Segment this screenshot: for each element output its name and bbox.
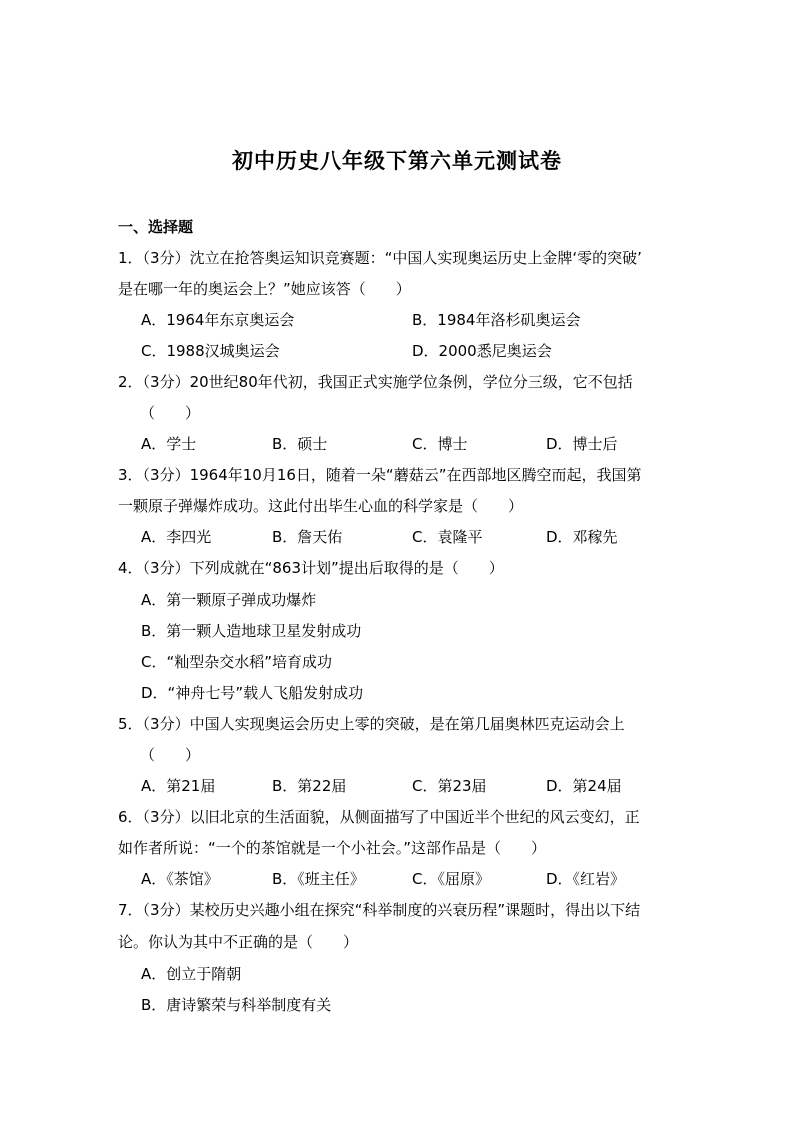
- question-1-line-2: 是在哪一年的奥运会上？”她应该答（ ）: [118, 280, 411, 298]
- section-heading: 一、选择题: [118, 218, 194, 236]
- question-4-option-d: D．“神舟七号”载人飞船发射成功: [141, 684, 364, 702]
- question-2-line-1: 2．（3分）20世纪80年代初，我国正式实施学位条例，学位分三级，它不包括: [118, 373, 633, 391]
- question-2-option-b: B．硕士: [272, 435, 328, 453]
- question-5-option-d: D．第24届: [546, 777, 622, 795]
- question-3-option-d: D．邓稼先: [546, 528, 618, 546]
- question-1-option-d: D．2000悉尼奥运会: [412, 342, 552, 360]
- question-7-line-2: 论。你认为其中不正确的是（ ）: [118, 933, 359, 951]
- question-3-option-c: C．袁隆平: [412, 528, 483, 546]
- question-2-option-d: D．博士后: [546, 435, 618, 453]
- question-7-line-1: 7．（3分）某校历史兴趣小组在探究“科举制度的兴衰历程”课题时，得出以下结: [118, 901, 641, 919]
- question-5-option-c: C．第23届: [412, 777, 487, 795]
- question-5-line-2: （ ）: [140, 746, 201, 764]
- question-4-line-1: 4．（3分）下列成就在“863计划”提出后取得的是（ ）: [118, 559, 504, 577]
- question-6-line-2: 如作者所说：“一个的茶馆就是一个小社会。”这部作品是（ ）: [118, 839, 547, 857]
- question-3-line-1: 3．（3分）1964年10月16日，随着一朵“蘑菇云”在西部地区腾空而起，我国第: [118, 466, 642, 484]
- question-1-option-b: B．1984年洛杉矶奥运会: [412, 311, 581, 329]
- question-5-line-1: 5．（3分）中国人实现奥运会历史上零的突破，是在第几届奥林匹克运动会上: [118, 715, 625, 733]
- question-1-option-c: C．1988汉城奥运会: [141, 342, 280, 360]
- question-6-option-d: D．《红岩》: [546, 870, 626, 888]
- question-5-option-a: A．第21届: [141, 777, 216, 795]
- question-4-option-c: C．“籼型杂交水稻”培育成功: [141, 653, 333, 671]
- question-6-option-c: C．《屈原》: [412, 870, 490, 888]
- question-3-line-2: 一颗原子弹爆炸成功。这此付出毕生心血的科学家是（ ）: [118, 497, 524, 515]
- question-6-line-1: 6．（3分）以旧北京的生活面貌，从侧面描写了中国近半个世纪的风云变幻，正: [118, 808, 640, 826]
- question-1-line-1: 1．（3分）沈立在抢答奥运知识竞赛题：“中国人实现奥运历史上金牌‘零的突破’: [118, 249, 642, 267]
- question-1-option-a: A．1964年东京奥运会: [141, 311, 295, 329]
- question-7-option-a: A．创立于隋朝: [141, 965, 242, 983]
- question-5-option-b: B．第22届: [272, 777, 347, 795]
- question-2-option-c: C．博士: [412, 435, 468, 453]
- question-3-option-b: B．詹天佑: [272, 528, 343, 546]
- question-6-option-b: B．《班主任》: [272, 870, 365, 888]
- question-4-option-b: B．第一颗人造地球卫星发射成功: [141, 622, 362, 640]
- question-2-line-2: （ ）: [140, 404, 201, 422]
- question-7-option-b: B．唐诗繁荣与科举制度有关: [141, 996, 332, 1014]
- question-3-option-a: A．李四光: [141, 528, 212, 546]
- question-4-option-a: A．第一颗原子弹成功爆炸: [141, 591, 317, 609]
- question-6-option-a: A．《茶馆》: [141, 870, 219, 888]
- question-2-option-a: A．学士: [141, 435, 197, 453]
- page-title: 初中历史八年级下第六单元测试卷: [232, 148, 562, 173]
